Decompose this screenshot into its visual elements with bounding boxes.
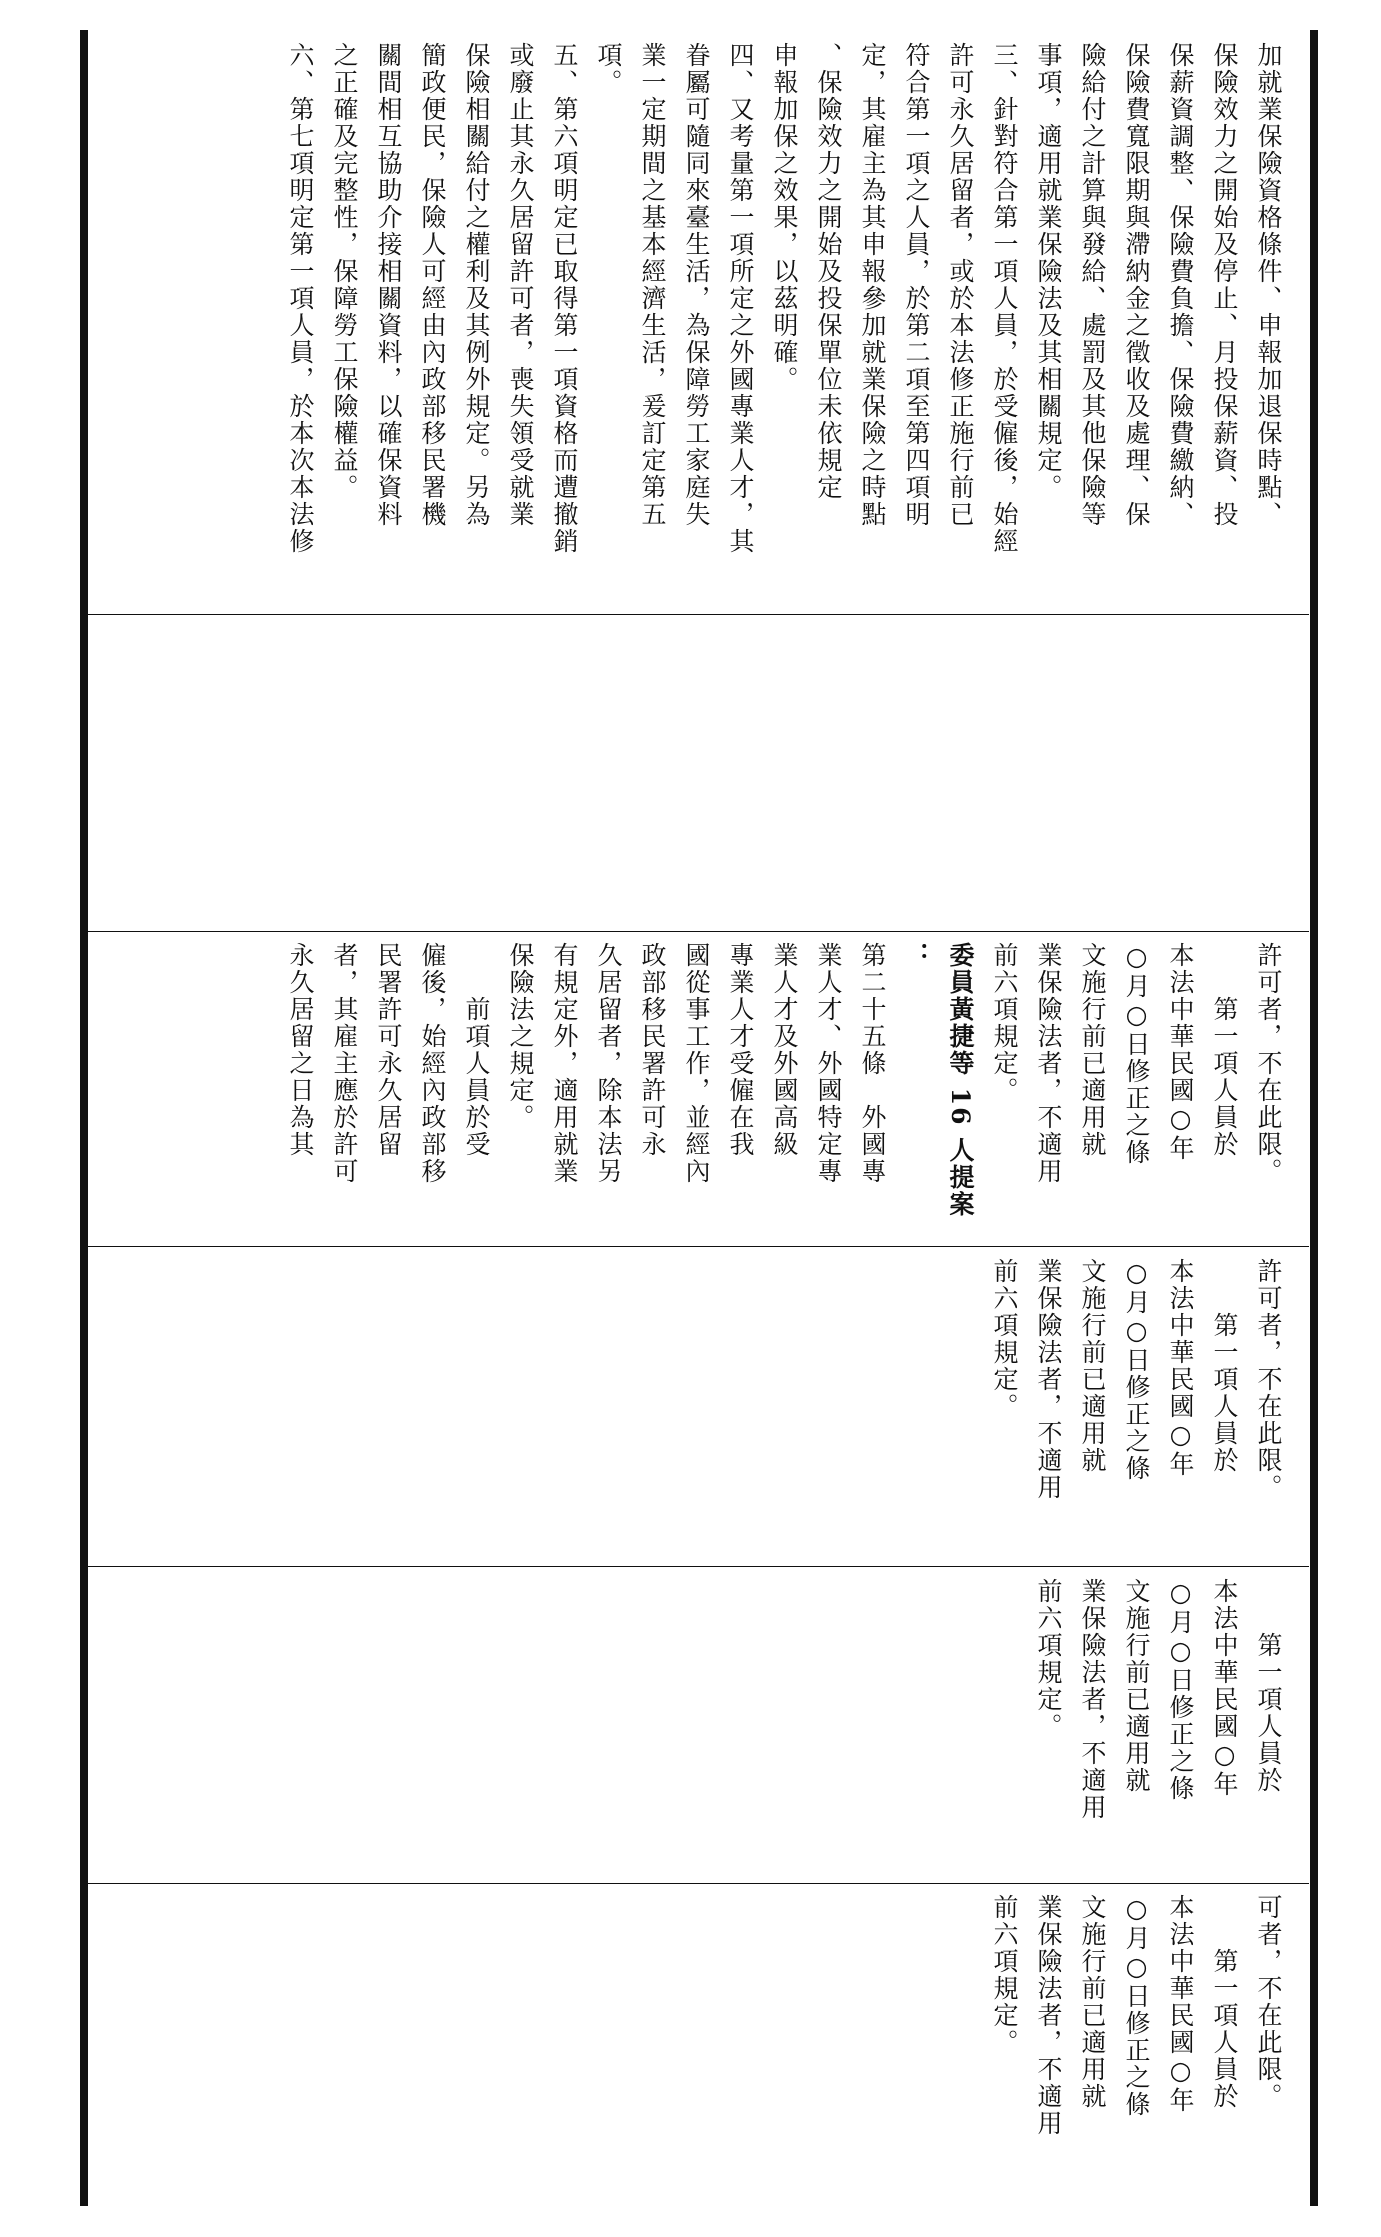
row-divider-4 <box>80 1566 1309 1567</box>
text-line: 第一項人員於 <box>1254 1578 1283 1794</box>
text-line: 第一項人員於 <box>1210 1258 1239 1474</box>
text-line: 文施行前已適用就 <box>1078 1894 1107 2110</box>
text-line: 久居留者，除本法另 <box>594 942 623 1185</box>
text-line: 前六項規定。 <box>990 942 1019 1104</box>
text-line: 五、第六項明定已取得第一項資格而遭撤銷 <box>550 42 579 555</box>
text-line: 定，其雇主為其申報參加就業保險之時點 <box>858 42 887 528</box>
text-line: 第一項人員於 <box>1210 942 1239 1158</box>
text-line: 業人才、外國特定專 <box>814 942 843 1185</box>
text-line: 符合第一項之人員，於第二項至第四項明 <box>902 42 931 528</box>
text-line: 三、針對符合第一項人員，於受僱後，始經 <box>990 42 1019 555</box>
text-line: 許可者，不在此限。 <box>1254 1258 1283 1501</box>
text-line: ○月○日修正之條 <box>1122 1894 1151 2118</box>
text-line: 、保險效力之開始及投保單位未依規定 <box>814 42 843 501</box>
row-divider-3 <box>80 1246 1309 1247</box>
text-line: 保險效力之開始及停止、月投保薪資、投 <box>1210 42 1239 528</box>
text-line: 前項人員於受 <box>462 942 491 1158</box>
text-line: 文施行前已適用就 <box>1078 942 1107 1158</box>
text-line: 前六項規定。 <box>990 1894 1019 2056</box>
text-line: 事項，適用就業保險法及其相關規定。 <box>1034 42 1063 501</box>
text-line: ○月○日修正之條 <box>1166 1578 1195 1802</box>
text-line: 保險費寬限期與滯納金之徵收及處理、保 <box>1122 42 1151 528</box>
text-line: 之正確及完整性，保障勞工保險權益。 <box>330 42 359 501</box>
text-block-3 <box>80 1258 1290 1558</box>
text-line: 本法中華民國○年 <box>1166 1894 1195 2114</box>
explanation-text-block <box>80 42 1290 612</box>
text-line: 或廢止其永久居留許可者，喪失領受就業 <box>506 42 535 528</box>
text-line: 者，其雇主應於許可 <box>330 942 359 1185</box>
row-divider-5 <box>80 1883 1309 1884</box>
text-line: 保薪資調整、保險費負擔、保險費繳納、 <box>1166 42 1195 528</box>
text-line: 保險法之規定。 <box>506 942 535 1131</box>
text-line: 前六項規定。 <box>1034 1578 1063 1740</box>
text-line: 業一定期間之基本經濟生活，爰訂定第五 <box>638 42 667 528</box>
text-line: 僱後，始經內政部移 <box>418 942 447 1185</box>
text-line: 關間相互協助介接相關資料，以確保資料 <box>374 42 403 528</box>
proposal-text-block <box>80 942 1290 1242</box>
text-line: 四、又考量第一項所定之外國專業人才，其 <box>726 42 755 555</box>
proposal-heading: 委員黃捷等 16 人提案 <box>946 942 975 1219</box>
text-line: 永久居留之日為其 <box>286 942 315 1158</box>
text-line: 前六項規定。 <box>990 1258 1019 1420</box>
text-line: ○月○日修正之條 <box>1122 942 1151 1166</box>
text-line: 申報加保之效果，以茲明確。 <box>770 42 799 393</box>
text-line: 許可者，不在此限。 <box>1254 942 1283 1185</box>
table-border-right <box>1310 30 1318 2206</box>
text-line: 有規定外，適用就業 <box>550 942 579 1185</box>
text-line: 本法中華民國○年 <box>1166 1258 1195 1478</box>
text-line: 本法中華民國○年 <box>1210 1578 1239 1798</box>
text-line: 許可永久居留者，或於本法修正施行前已 <box>946 42 975 528</box>
text-line: 加就業保險資格條件、申報加退保時點、 <box>1254 42 1283 528</box>
text-line: 第一項人員於 <box>1210 1894 1239 2110</box>
row-divider-2 <box>80 931 1309 932</box>
text-block-5 <box>80 1894 1290 2194</box>
proposal-heading-colon: ： <box>902 942 931 969</box>
text-line: 民署許可永久居留 <box>374 942 403 1158</box>
text-line: 文施行前已適用就 <box>1078 1258 1107 1474</box>
text-line: 保險相關給付之權利及其例外規定。另為 <box>462 42 491 528</box>
text-block-4 <box>80 1578 1290 1878</box>
text-line: 項。 <box>594 42 623 96</box>
text-line: 業保險法者，不適用 <box>1034 1258 1063 1501</box>
text-line: 第二十五條 外國專 <box>858 942 887 1185</box>
text-line: 險給付之計算與發給、處罰及其他保險等 <box>1078 42 1107 528</box>
text-line: ○月○日修正之條 <box>1122 1258 1151 1482</box>
text-line: 業保險法者，不適用 <box>1078 1578 1107 1821</box>
row-divider-1 <box>80 614 1309 615</box>
text-line: 業人才及外國高級 <box>770 942 799 1158</box>
text-line: 簡政便民，保險人可經由內政部移民署機 <box>418 42 447 528</box>
text-line: 眷屬可隨同來臺生活，為保障勞工家庭失 <box>682 42 711 528</box>
text-line: 文施行前已適用就 <box>1122 1578 1151 1794</box>
text-line: 國從事工作，並經內 <box>682 942 711 1185</box>
text-line: 專業人才受僱在我 <box>726 942 755 1158</box>
text-line: 可者，不在此限。 <box>1254 1894 1283 2110</box>
text-line: 業保險法者，不適用 <box>1034 1894 1063 2137</box>
text-line: 政部移民署許可永 <box>638 942 667 1158</box>
text-line: 六、第七項明定第一項人員，於本次本法修 <box>286 42 315 555</box>
text-line: 本法中華民國○年 <box>1166 942 1195 1162</box>
text-line: 業保險法者，不適用 <box>1034 942 1063 1185</box>
